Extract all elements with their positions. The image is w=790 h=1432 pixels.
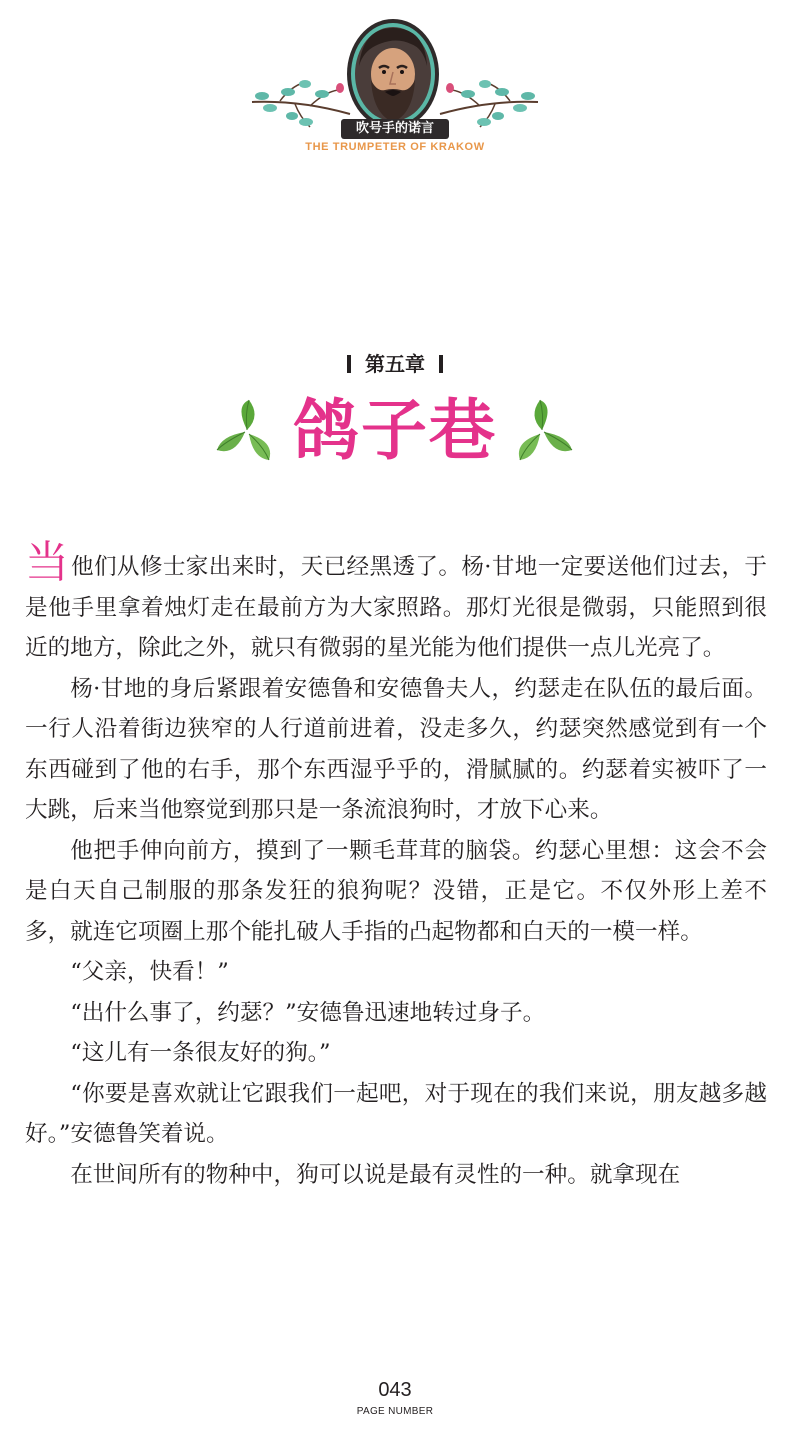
paragraph: “父亲，快看！” — [70, 959, 229, 985]
leaf-ornament-right-icon — [512, 398, 574, 464]
drop-cap: 当 — [25, 537, 69, 588]
right-branch-icon — [435, 72, 540, 132]
paragraph: “出什么事了，约瑟？”安德鲁迅速地转过身子。 — [70, 999, 546, 1026]
paragraph: 在世间所有的物种中，狗可以说是最有灵性的一种。就拿现在 — [70, 1161, 681, 1188]
divider-bar-right — [439, 355, 443, 373]
page-header — [0, 0, 790, 165]
paragraph: “你要是喜欢就让它跟我们一起吧，对于现在的我们来说，朋友越多越好。”安德鲁笑着说。 — [25, 1080, 767, 1147]
chapter-body — [25, 537, 767, 1195]
book-title-english: THE TRUMPETER OF KRAKOW — [305, 141, 485, 153]
chapter-title: 鸽子巷 — [293, 391, 497, 469]
divider-bar-left — [347, 355, 351, 373]
paragraph: 他把手伸向前方，摸到了一颗毛茸茸的脑袋。约瑟心里想：这会不会是白天自己制服的那条发狂的狼狗呢？没错，正是它。不仅外形上差不多，就连它项圈上那个能扎破人手指的凸起物都和白天的一模一样。 — [25, 837, 767, 945]
chapter-number: 第五章 — [365, 352, 425, 376]
book-title-banner: 吹号手的诺言 — [341, 119, 449, 139]
paragraph: 当他们从修士家出来时，天已经黑透了。杨·甘地一定要送他们过去，于是他手里拿着烛灯走在最前方为大家照路。那灯光很是微弱，只能照到很近的地方，除此之外，就只有微弱的星光能为他们提供一点儿光亮了。 — [25, 537, 767, 661]
chapter-label — [0, 348, 790, 377]
paragraph: 杨·甘地的身后紧跟着安德鲁和安德鲁夫人，约瑟走在队伍的最后面。一行人沿着街边狭窄的人行道前进着，没走多久，约瑟突然感觉到有一个东西碰到了他的右手，那个东西湿乎乎的，滑腻腻的。约瑟着实被吓了一大跳，后来当他察觉到那只是一条流浪狗时，才放下心来。 — [25, 675, 767, 823]
left-branch-icon — [250, 72, 355, 132]
page-number-label: PAGE NUMBER — [356, 1406, 434, 1417]
portrait-medallion — [345, 18, 441, 134]
paragraph: “这儿有一条很友好的狗。” — [70, 1040, 331, 1066]
page-number: 043 — [378, 1379, 412, 1401]
bearded-man-portrait-icon — [345, 18, 441, 134]
